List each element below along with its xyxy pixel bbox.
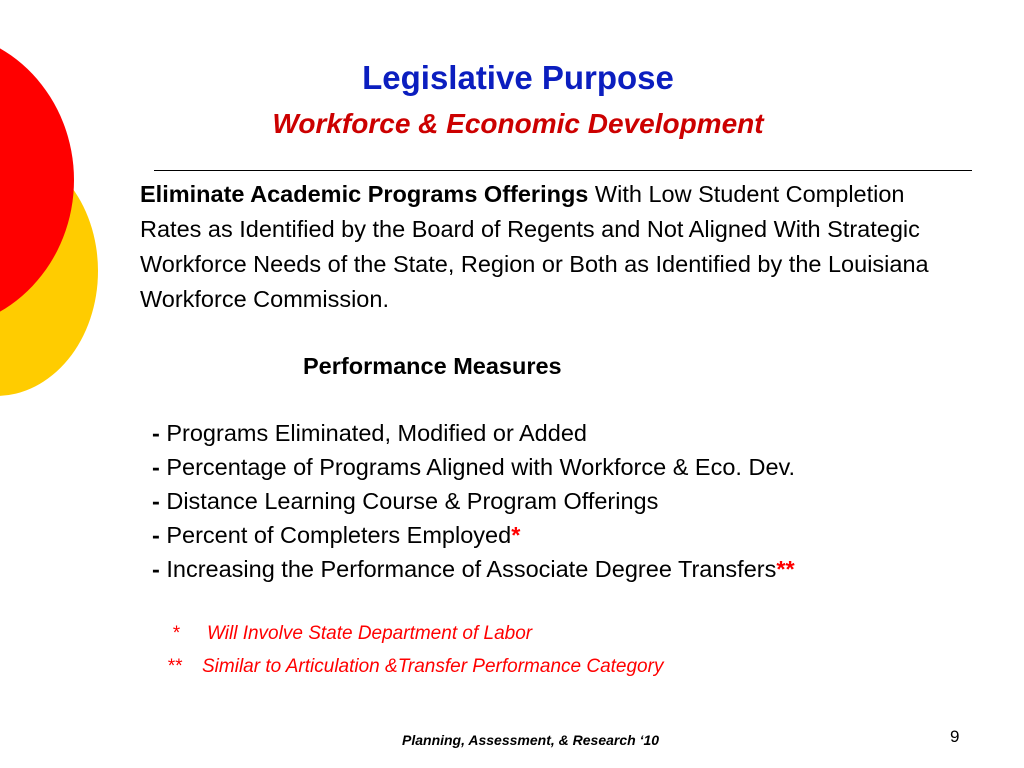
slide-footer: Planning, Assessment, & Research ‘10 (402, 732, 660, 748)
measure-item (152, 484, 795, 518)
measure-dash: - (152, 522, 160, 548)
title-divider (154, 170, 972, 171)
measure-item (152, 518, 795, 552)
purpose-description: With Low Student Completion Rates as Identified by the Board of Regents and Not Aligned With Strategic Workforce Needs of the State, Region or Both as Identified by the Louisiana Workforce Commission. (140, 181, 929, 312)
performance-measures-list (152, 416, 795, 586)
measure-item (152, 450, 795, 484)
footnote-mark: ** (167, 656, 182, 677)
measure-text: Programs Eliminated, Modified or Added (166, 420, 587, 446)
measure-item (152, 416, 795, 450)
measure-footnote-mark: * (511, 522, 521, 548)
performance-measures-heading: Performance Measures (303, 353, 562, 379)
purpose-lead: Eliminate Academic Programs Offerings (140, 181, 589, 207)
footnote-articulation (167, 655, 663, 679)
measure-text: Percentage of Programs Aligned with Workforce & Eco. Dev. (166, 454, 796, 480)
measure-dash: - (152, 420, 160, 446)
purpose-paragraph (140, 177, 970, 317)
footnote-mark: * (172, 623, 180, 644)
measure-item (152, 552, 795, 586)
footnote-text: Similar to Articulation &Transfer Performance Category (202, 656, 664, 677)
measure-text: Percent of Completers Employed (166, 522, 512, 548)
measure-dash: - (152, 488, 160, 514)
measure-dash: - (152, 454, 160, 480)
footnote-labor (172, 622, 532, 646)
slide-title: Legislative Purpose (362, 59, 674, 96)
slide-subtitle: Workforce & Economic Development (272, 108, 764, 139)
page-number: 9 (950, 727, 960, 746)
measure-dash: - (152, 556, 160, 582)
measure-footnote-mark: ** (776, 556, 795, 582)
measure-text: Increasing the Performance of Associate Degree Transfers (166, 556, 777, 582)
measure-text: Distance Learning Course & Program Offerings (166, 488, 659, 514)
footnote-text: Will Involve State Department of Labor (207, 623, 533, 644)
